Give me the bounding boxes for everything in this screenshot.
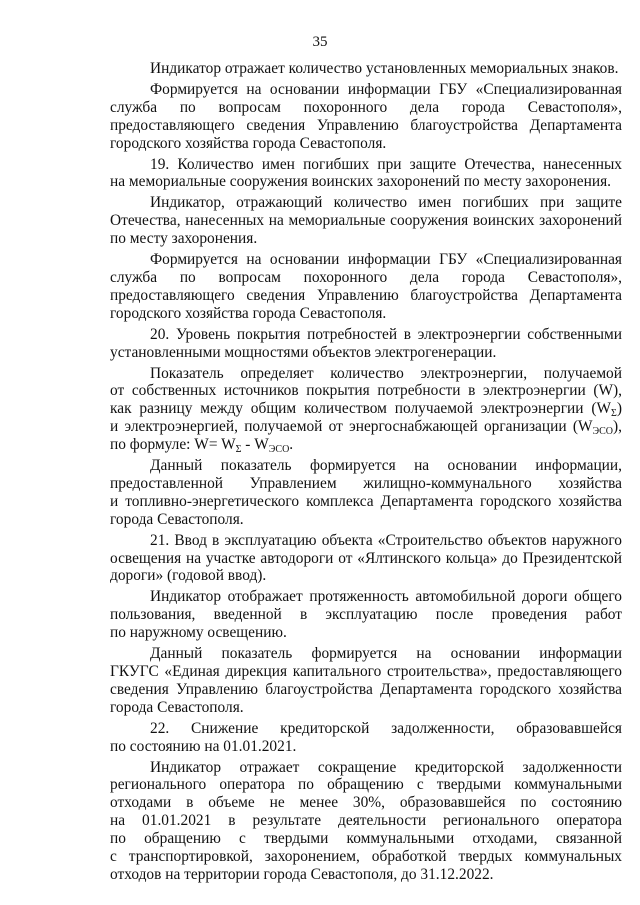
text-line: Данный показатель формируется на основании информации, (150, 457, 622, 475)
text-line: с транспортировкой, захоронением, обработкой твердых коммунальных (110, 848, 622, 866)
text-line: городского хозяйства города Севастополя. (110, 304, 387, 322)
document-body (110, 60, 622, 884)
text-line: Данный показатель формируется на основании информации (150, 645, 622, 663)
paragraph (110, 60, 622, 78)
text-line: по состоянию на 01.01.2021. (110, 737, 297, 755)
formula-line: по формуле: $W= W_\Sigma - W_{ЭСО}$. (110, 436, 294, 456)
section-heading-20: 20. Уровень покрытия потребностей в электроэнергии собственными (150, 325, 622, 343)
text-line: установленными мощностями объектов электрогенерации. (110, 343, 497, 361)
section-heading-21: 21. Ввод в эксплуатацию объекта «Строительство объектов наружного (150, 531, 622, 549)
paragraph (110, 457, 622, 529)
text-line: Индикатор отображает протяженность автомобильной дороги общего (150, 588, 622, 606)
text-line: служба по вопросам похоронного дела города Севастополя», (110, 268, 622, 286)
text-line: на 01.01.2021 в результате деятельности регионального оператора (110, 812, 622, 830)
paragraph (110, 645, 622, 717)
text-line: городского хозяйства города Севастополя. (110, 134, 387, 152)
paragraph (110, 532, 622, 586)
text-line: по месту захоронения. (110, 230, 258, 248)
text-line: ГКУГС «Единая дирекция капитального строительства», предоставляющего (110, 663, 622, 680)
paragraph (110, 251, 622, 323)
text-line: отходами в объеме не менее 30%, образовавшейся по состоянию (110, 794, 622, 812)
paragraph (110, 156, 622, 192)
text-line: и электроэнергией, получаемой от энергоснабжающей организации $(W_{ЭСО})$, (110, 418, 622, 438)
text-line: служба по вопросам похоронного дела города Севастополя», (110, 98, 622, 116)
paragraph (110, 365, 622, 455)
text-line: на мемориальные сооружения воинских захоронений по месту захоронения. (110, 173, 611, 191)
text-line: по наружному освещению. (110, 624, 287, 642)
text-line: и топливно-энергетического комплекса Департамента городского хозяйства (110, 492, 622, 510)
text-line: предоставляющего сведения Управлению благоустройства Департамента (110, 286, 622, 304)
paragraph (110, 588, 622, 642)
section-heading-22: 22. Снижение кредиторской задолженности, образовавшейся (150, 719, 622, 737)
text-line: предоставляющего сведения Управлению благоустройства Департамента (110, 116, 622, 134)
text-line: пользования, введенной в эксплуатацию после проведения работ (110, 606, 622, 624)
paragraph (110, 720, 622, 756)
paragraph (110, 194, 622, 248)
text-line: города Севастополя. (110, 698, 244, 716)
text-line: как разницу между общим количеством получаемой электроэнергии $(W_\Sigma)$ (110, 400, 622, 420)
text-line: Индикатор отражает количество установленных мемориальных знаков. (150, 60, 619, 77)
text-line: от собственных источников покрытия потребности в электроэнергии (W), (110, 382, 622, 400)
text-line: отходов на территории города Севастополя, до 31.12.2022. (110, 865, 494, 883)
text-line: Индикатор, отражающий количество имен погибших при защите (150, 194, 622, 212)
text-line: регионального оператора по обращению с твердыми коммунальными (110, 776, 622, 794)
text-line: дороги» (годовой ввод). (110, 567, 267, 585)
text-line: предоставленной Управлением жилищно-коммунального хозяйства (110, 474, 622, 492)
page-number: 35 (312, 34, 328, 50)
text-line: Формируется на основании информации ГБУ «Специализированная (150, 80, 622, 98)
text-line: Отечества, нанесенных на мемориальные сооружения воинских захоронений (110, 212, 622, 230)
text-line: Формируется на основании информации ГБУ «Специализированная (150, 251, 622, 269)
paragraph (110, 759, 622, 884)
text-line: Индикатор отражает сокращение кредиторской задолженности (150, 758, 622, 776)
paragraph (110, 326, 622, 362)
section-heading-19: 19. Количество имен погибших при защите Отечества, нанесенных (150, 155, 622, 173)
text-line: города Севастополя. (110, 510, 244, 528)
text-line: Показатель определяет количество электроэнергии, получаемой (150, 364, 622, 382)
paragraph (110, 81, 622, 153)
text-line: освещения на участке автодороги от «Ялтинского кольца» до Президентской (110, 549, 622, 567)
text-line: сведения Управлению благоустройства Департамента городского хозяйства (110, 680, 622, 698)
text-line: по обращению с твердыми коммунальными отходами, связанной (110, 830, 622, 848)
